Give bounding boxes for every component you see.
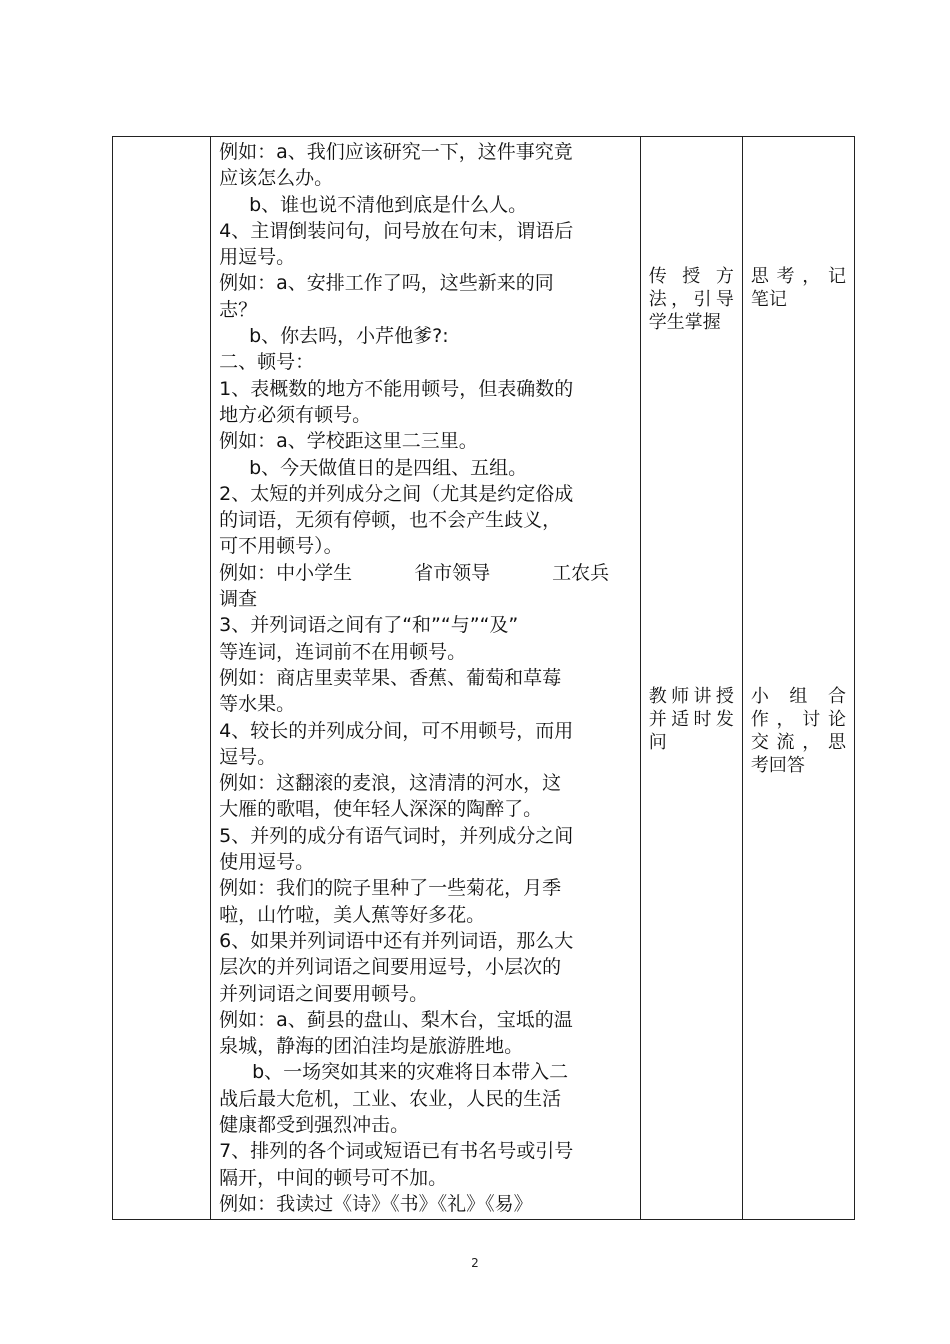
content-line: 5、并列的成分有语气词时，并列成分之间 (219, 824, 574, 847)
method-note (649, 685, 734, 754)
content-line: 志？ (219, 298, 258, 321)
note-line: 小组合 (750, 686, 846, 707)
content-line: 层次的并列词语之间要用逗号，小层次的 (219, 956, 562, 979)
activity-note (751, 685, 846, 777)
content-line: 7、排列的各个词或短语已有书名号或引号 (219, 1140, 574, 1163)
content-line: b、一场突如其来的灾难将日本带入二 (252, 1061, 569, 1084)
content-line: 用逗号。 (219, 246, 296, 269)
note-line: 问 (648, 732, 667, 753)
note-line: 笔记 (750, 289, 787, 310)
note-line: 学生掌握 (648, 312, 721, 333)
content-line: 调查 (219, 588, 258, 611)
content-line: 例如：我们的院子里种了一些菊花，月季 (219, 877, 562, 900)
content-line: 例如：a、蓟县的盘山、梨木台，宝坻的温 (219, 1008, 573, 1031)
content-line: 6、如果并列词语中还有并列词语，那么大 (219, 929, 574, 952)
note-line: 传授方 (648, 266, 734, 287)
content-line: b、谁也说不清他到底是什么人。 (249, 193, 528, 216)
content-cell (211, 137, 641, 1220)
content-line: 战后最大危机，工业、农业，人民的生活 (219, 1087, 562, 1110)
content-line: 使用逗号。 (219, 851, 315, 874)
note-line: 教师讲授 (648, 686, 734, 707)
example-phrase: 工农兵 (552, 561, 610, 584)
note-line: 考回答 (750, 755, 805, 776)
blank-cell (113, 137, 211, 1220)
content-line: 4、主谓倒装问句，问号放在句末，谓语后 (219, 219, 574, 242)
content-line: 例如：a、学校距这里二三里。 (219, 430, 478, 453)
content-line: 逗号。 (219, 745, 277, 768)
content-line: 大雁的歌唱，使年轻人深深的陶醉了。 (219, 798, 543, 821)
content-line: 例如：我读过《诗》《书》《礼》《易》 (219, 1192, 533, 1215)
table-row (113, 137, 855, 1220)
method-note (649, 265, 734, 334)
content-line: 的词语，无须有停顿，也不会产生歧义， (219, 509, 562, 532)
content-line: 例如：这翻滚的麦浪，这清清的河水，这 (219, 772, 562, 795)
content-line: 隔开，中间的顿号可不加。 (219, 1166, 448, 1189)
note-line: 法，引导 (648, 289, 734, 310)
content-line: 应该怎么办。 (219, 167, 334, 190)
content-line: 泉城，静海的团泊洼均是旅游胜地。 (219, 1035, 524, 1058)
example-phrase: 例如：中小学生 (219, 561, 353, 584)
content-line: 健康都受到强烈冲击。 (219, 1113, 410, 1136)
content-line: b、你去吗，小芹他爹?: (249, 325, 449, 348)
content-line (219, 560, 632, 586)
content-line: 例如：a、我们应该研究一下，这件事究竟 (219, 141, 573, 163)
note-line: 思考，记 (750, 266, 846, 287)
lesson-plan-table (112, 136, 855, 1220)
content-line: 例如：商店里卖苹果、香蕉、葡萄和草莓 (219, 666, 562, 689)
activity-note (751, 265, 846, 311)
page-number: 2 (471, 1256, 479, 1270)
content-line: b、今天做值日的是四组、五组。 (249, 456, 528, 479)
content-line: 等连词，连词前不在用顿号。 (219, 640, 467, 663)
content-line: 例如：a、安排工作了吗，这些新来的同 (219, 272, 554, 295)
note-line: 交流，思 (750, 732, 846, 753)
note-line: 作，讨论 (750, 709, 846, 730)
content-line: 地方必须有顿号。 (219, 403, 372, 426)
content-line: 等水果。 (219, 693, 296, 716)
content-line: 二、顿号： (219, 351, 315, 374)
method-cell (640, 137, 742, 1220)
content-line: 2、太短的并列成分之间（尤其是约定俗成 (219, 482, 574, 505)
content-line: 并列词语之间要用顿号。 (219, 982, 429, 1005)
content-line: 4、较长的并列成分间，可不用顿号，而用 (219, 719, 574, 742)
content-line: 1、表概数的地方不能用顿号，但表确数的 (219, 377, 574, 400)
example-phrase: 省市领导 (414, 561, 491, 584)
content-text (211, 137, 640, 1217)
content-line: 可不用顿号）。 (219, 535, 343, 558)
content-line: 啦，山竹啦，美人蕉等好多花。 (219, 903, 486, 926)
note-line: 并适时发 (648, 709, 734, 730)
activity-cell (742, 137, 854, 1220)
content-line: 3、并列词语之间有了“和”“与”“及” (219, 614, 519, 637)
